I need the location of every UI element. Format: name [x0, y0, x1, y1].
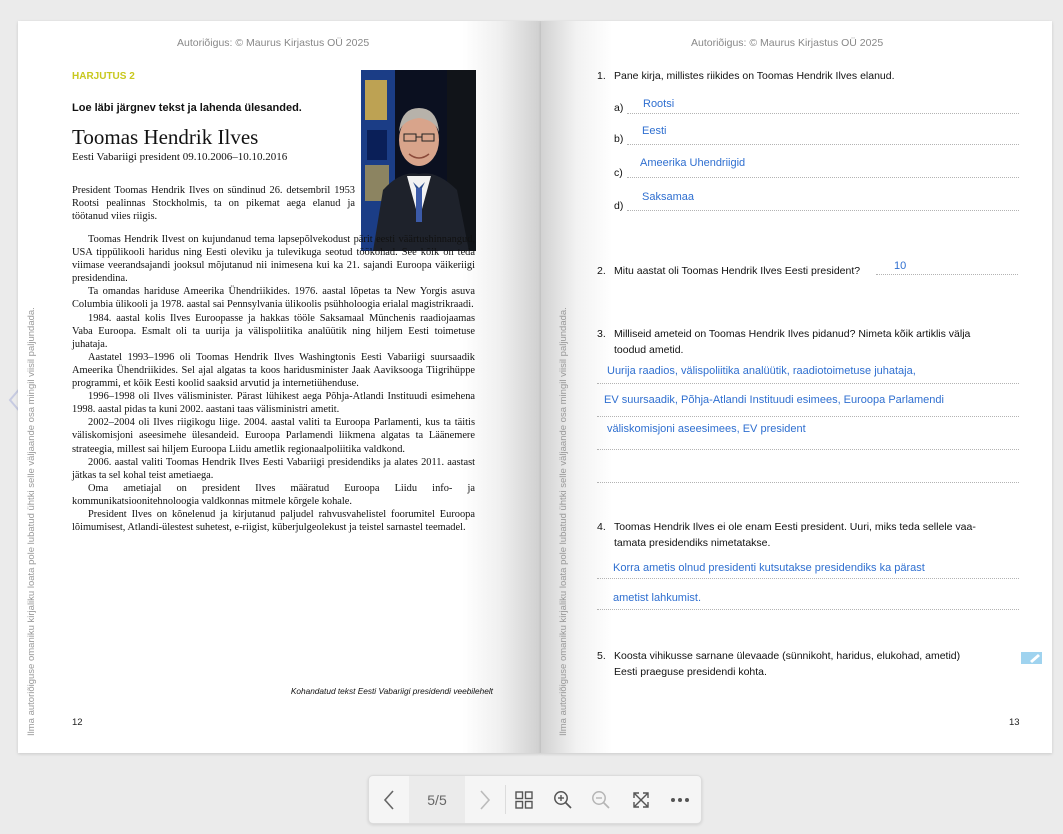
answer-c[interactable]: Ameerika Uhendriigid: [640, 157, 746, 169]
zoom-in-icon: [553, 790, 573, 810]
thumbnails-button[interactable]: [507, 776, 541, 823]
right-page: [541, 21, 1052, 753]
answer-d[interactable]: Saksamaa: [642, 191, 694, 203]
book-spread: [18, 21, 1052, 753]
question-2: 2. Mitu aastat oli Toomas Hendrik Ilves Eesti president?: [597, 265, 861, 277]
answer-q4-line-1[interactable]: Korra ametis olnud presidenti kutsutakse presidendiks ka pärast: [613, 562, 925, 574]
article-body: [72, 233, 475, 534]
fullscreen-button[interactable]: [623, 776, 659, 823]
answer-line: [597, 609, 1019, 610]
answer-b[interactable]: Eesti: [642, 125, 667, 137]
reproduction-notice: Ilma autoriõiguse omaniku kirjaliku loata pole lubatud ühtki selle väljaande osa mingil viisil paljundada.: [558, 307, 569, 736]
answer-q4-line-2[interactable]: ametist lahkumist.: [613, 592, 702, 604]
question-5-text: Koosta vihikusse sarnane ülevaade (sünnikoht, haridus, elukohad, ametid): [614, 650, 961, 662]
portrait-photo: [361, 70, 476, 251]
answer-line: [627, 113, 1019, 114]
answer-q3-line-2[interactable]: EV suursaadik, Põhja-Atlandi Instituudi esimees, Euroopa Parlamendi: [604, 394, 944, 406]
question-3: 3. Milliseid ameteid on Toomas Hendrik Ilves pidanud? Nimeta kõik artiklis välja toodud ametid.: [597, 328, 971, 356]
article-source: Kohandatud tekst Eesti Vabariigi presidendi veebilehelt: [290, 686, 493, 696]
article-paragraph: 2006. aastal valiti Toomas Hendrik Ilves Eesti Vabariigi presidendiks ja alates 2011. aastast jätkas ta sel kohal teist ametiaega.: [72, 456, 475, 481]
copyright-notice: Autoriõigus: © Maurus Kirjastus OÜ 2025: [177, 37, 370, 49]
answer-q2[interactable]: 10: [894, 260, 907, 272]
answer-line: [627, 177, 1019, 178]
exercise-label: HARJUTUS 2: [72, 71, 135, 82]
previous-page-button[interactable]: [369, 776, 409, 823]
expand-icon: [632, 791, 650, 809]
question-4: 4. Toomas Hendrik Ilves ei ole enam Eesti president. Uuri, miks teda sellele vaa- tamata presidendiks nimetatakse.: [597, 521, 976, 549]
page-indicator: 5/5: [409, 776, 465, 823]
toolbar-separator: [505, 785, 506, 814]
answer-q3-line-1[interactable]: Uurija raadios, välispoliitika analüütik, raadiotoimetuse juhataja,: [607, 365, 916, 377]
article-title: Toomas Hendrik Ilves: [72, 125, 259, 149]
notebook-icon: [1021, 651, 1042, 669]
answer-a-label: a): [614, 102, 624, 114]
answer-line: [597, 449, 1019, 450]
answer-line: [627, 144, 1019, 145]
answer-line: [597, 578, 1019, 579]
question-1: 1. Pane kirja, millistes riikides on Toomas Hendrik Ilves elanud.: [597, 70, 895, 82]
answer-line: [597, 416, 1019, 417]
answer-line: [876, 274, 1018, 275]
answer-c-label: c): [614, 167, 623, 179]
answer-a[interactable]: Rootsi: [643, 98, 675, 110]
zoom-out-button[interactable]: [583, 776, 619, 823]
article-body-intro: [72, 184, 355, 223]
answer-line: [597, 383, 1019, 384]
zoom-out-icon: [591, 790, 611, 810]
page-number-right: 13: [1009, 717, 1020, 728]
copyright-notice: Autoriõigus: © Maurus Kirjastus OÜ 2025: [691, 37, 884, 49]
more-options-button[interactable]: [661, 776, 699, 823]
article-paragraph: President Toomas Hendrik Ilves on sündinud 26. detsembril 1953 Rootsi pealinnas Stockholmis, ta on pikemat aega elanud ja töötanud viies riigis.: [72, 185, 355, 223]
question-1-text: Pane kirja, millistes riikides on Toomas Hendrik Ilves elanud.: [614, 70, 895, 82]
more-icon: [670, 797, 690, 803]
question-2-text: Mitu aastat oli Toomas Hendrik Ilves Eesti president?: [614, 265, 861, 277]
page-number-left: 12: [72, 717, 83, 728]
chevron-right-icon: [479, 789, 491, 811]
answer-q3-line-3[interactable]: väliskomisjoni aseesimees, EV president: [607, 423, 806, 435]
question-4-text: Toomas Hendrik Ilves ei ole enam Eesti president. Uuri, miks teda sellele vaa-: [614, 521, 976, 533]
answer-b-label: b): [614, 133, 624, 145]
viewer-toolbar: [368, 775, 702, 824]
answer-line: [627, 210, 1019, 211]
article-paragraph: Toomas Hendrik Ilvest on kujundanud tema lapsepõlvekodust pärit eesti väärtushinnangud, USA tippülikooli haridus ning Eesti oleviku ja tulevikuga seotud töökohad. See kõik on teda viimase veerandsajandi jooksul mõjutanud nii inimesena kui ka 21. sajandi Euroopa väikeriigi presidendina.: [72, 234, 475, 285]
article-paragraph: President Ilves on kõnelenud ja kirjutanud paljudel rahvusvahelistel foorumitel Euroopa lõimumisest, Atlandi-ülestest suhetest, e-riigist, küberjulgeolekust ja teistel sarnastel teemadel.: [72, 508, 475, 534]
article-paragraph: 2002–2004 oli Ilves riigikogu liige. 2004. aastal valiti ta Euroopa Parlamenti, kus ta täitis väliskomisjoni aseesimehe ülesandeid. Euroopa Parlamendi liikmena algatas ta Läänemere strateegia, millest sai hiljem Euroopa Liidu ametlik regionaalpoliitika valdkond.: [72, 417, 475, 455]
article-paragraph: 1984. aastal kolis Ilves Euroopasse ja hakkas tööle Saksamaal Münchenis raadiojaamas Vaba Euroopa. Esmalt oli ta uurija ja välispoliitika analüütik ning hiljem Eesti toimetuse juhataja.: [72, 312, 475, 350]
grid-icon: [515, 791, 533, 809]
answer-line: [597, 482, 1019, 483]
question-5: 5. Koosta vihikusse sarnane ülevaade (sünnikoht, haridus, elukohad, ametid) Eesti praeguse presidendi kohta.: [597, 650, 961, 678]
zoom-in-button[interactable]: [545, 776, 581, 823]
article-paragraph: Oma ametiajal on president Ilves määratud Euroopa Liidu info- ja kommunikatsioonitehnoloogia valdkonnas mitmele kõrgele kohale.: [72, 482, 475, 507]
question-3-text: Milliseid ameteid on Toomas Hendrik Ilves pidanud? Nimeta kõik artiklis välja: [614, 328, 971, 340]
next-page-button[interactable]: [465, 776, 505, 823]
reproduction-notice: Ilma autoriõiguse omaniku kirjaliku loata pole lubatud ühtki selle väljaande osa mingil viisil paljundada.: [26, 307, 37, 736]
article-paragraph: 1996–1998 oli Ilves välisminister. Pärast lühikest aega Põhja-Atlandi Instituudi esimehena 1998. aastal pidas ta kuni 2002. aastani taas välisministri ametit.: [72, 391, 475, 416]
answer-d-label: d): [614, 200, 624, 212]
article-subtitle: Eesti Vabariigi president 09.10.2006–10.10.2016: [72, 151, 288, 163]
exercise-instruction: Loe läbi järgnev tekst ja lahenda ülesanded.: [72, 102, 302, 114]
left-page: [18, 21, 541, 753]
chevron-left-icon: [383, 789, 395, 811]
article-paragraph: Aastatel 1993–1996 oli Toomas Hendrik Ilves Washingtonis Eesti Vabariigi suursaadik Ameerika Ühendriikides. Sel ajal algatas ta koos haridusminister Jaak Aaviksooga Tiigrihüppe programmi, et kõik Eesti koolid saaksid arvutid ja internetiühenduse.: [72, 351, 475, 390]
article-paragraph: Ta omandas hariduse Ameerika Ühendriikides. 1976. aastal lõpetas ta New Yorgis asuva Columbia ülikooli ja 1978. aastal sai Pennsylvania ülikoolis psühholoogia erialal magistrikraadi.: [72, 286, 475, 311]
